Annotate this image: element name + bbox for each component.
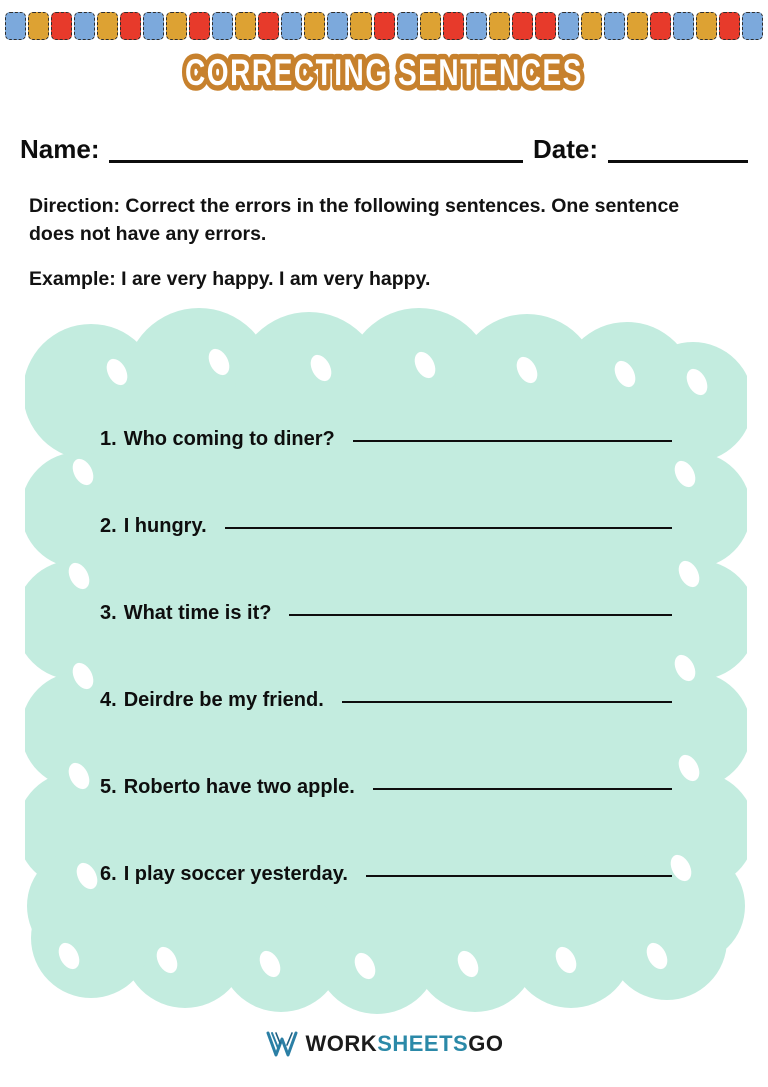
border-block-blue <box>673 12 694 40</box>
border-block-blue <box>558 12 579 40</box>
border-block-red <box>650 12 671 40</box>
question-text: Roberto have two apple. <box>123 776 355 798</box>
answer-blank-line <box>342 701 672 703</box>
question-row <box>100 776 672 802</box>
name-blank-line <box>109 139 523 163</box>
border-block-gold <box>166 12 187 40</box>
question-list <box>28 308 744 889</box>
page-title-graphic <box>0 40 768 102</box>
border-block-blue <box>742 12 763 40</box>
border-block-red <box>189 12 210 40</box>
border-block-red <box>51 12 72 40</box>
question-number: 2. <box>100 515 117 537</box>
question-number: 3. <box>100 602 117 624</box>
question-number: 6. <box>100 863 117 885</box>
border-block-gold <box>420 12 441 40</box>
border-block-gold <box>627 12 648 40</box>
question-text: Deirdre be my friend. <box>123 689 324 711</box>
border-block-red <box>374 12 395 40</box>
border-block-blue <box>5 12 26 40</box>
border-block-gold <box>696 12 717 40</box>
border-block-blue <box>212 12 233 40</box>
question-row <box>100 428 672 454</box>
border-block-red <box>719 12 740 40</box>
page-title: CORRECTING SENTENCES <box>185 52 583 93</box>
question-row <box>100 602 672 628</box>
question-row <box>100 863 672 889</box>
border-block-red <box>443 12 464 40</box>
border-block-blue <box>604 12 625 40</box>
border-block-gold <box>97 12 118 40</box>
question-row <box>100 689 672 715</box>
border-block-blue <box>281 12 302 40</box>
answer-blank-line <box>366 875 672 877</box>
decorative-block-border <box>5 12 763 40</box>
border-block-red <box>258 12 279 40</box>
brand-part-work: WORK <box>305 1031 378 1056</box>
border-block-gold <box>581 12 602 40</box>
border-block-gold <box>489 12 510 40</box>
example-text: Example: I are very happy. I am very happy. <box>29 268 431 290</box>
question-text: Who coming to diner? <box>123 428 335 450</box>
brand-wordmark <box>306 1031 504 1057</box>
border-block-blue <box>143 12 164 40</box>
answer-blank-line <box>289 614 672 616</box>
border-block-blue <box>466 12 487 40</box>
answer-blank-line <box>225 527 672 529</box>
question-number: 5. <box>100 776 117 798</box>
border-block-gold <box>350 12 371 40</box>
border-block-red <box>512 12 533 40</box>
brand-part-sheets: SHEETS <box>377 1031 469 1056</box>
brand-part-go: GO <box>468 1031 504 1056</box>
border-block-blue <box>74 12 95 40</box>
border-block-gold <box>28 12 49 40</box>
direction-text: Direction: Correct the errors in the following sentences. One sentence does not have any errors. <box>29 195 680 245</box>
border-block-gold <box>304 12 325 40</box>
brand-w-icon <box>265 1031 299 1057</box>
date-blank-line <box>608 139 748 163</box>
name-label: Name: <box>20 134 100 164</box>
border-block-gold <box>235 12 256 40</box>
question-number: 4. <box>100 689 117 711</box>
border-block-blue <box>397 12 418 40</box>
question-text: What time is it? <box>123 602 272 624</box>
question-number: 1. <box>100 428 117 450</box>
answer-blank-line <box>353 440 672 442</box>
question-text: I play soccer yesterday. <box>123 863 348 885</box>
date-label: Date: <box>532 134 598 164</box>
question-text: I hungry. <box>123 515 207 537</box>
question-row <box>100 515 672 541</box>
border-block-red <box>120 12 141 40</box>
footer-brand <box>0 1031 768 1057</box>
border-block-blue <box>327 12 348 40</box>
name-date-row <box>20 134 748 165</box>
border-block-red <box>535 12 556 40</box>
answer-blank-line <box>373 788 672 790</box>
